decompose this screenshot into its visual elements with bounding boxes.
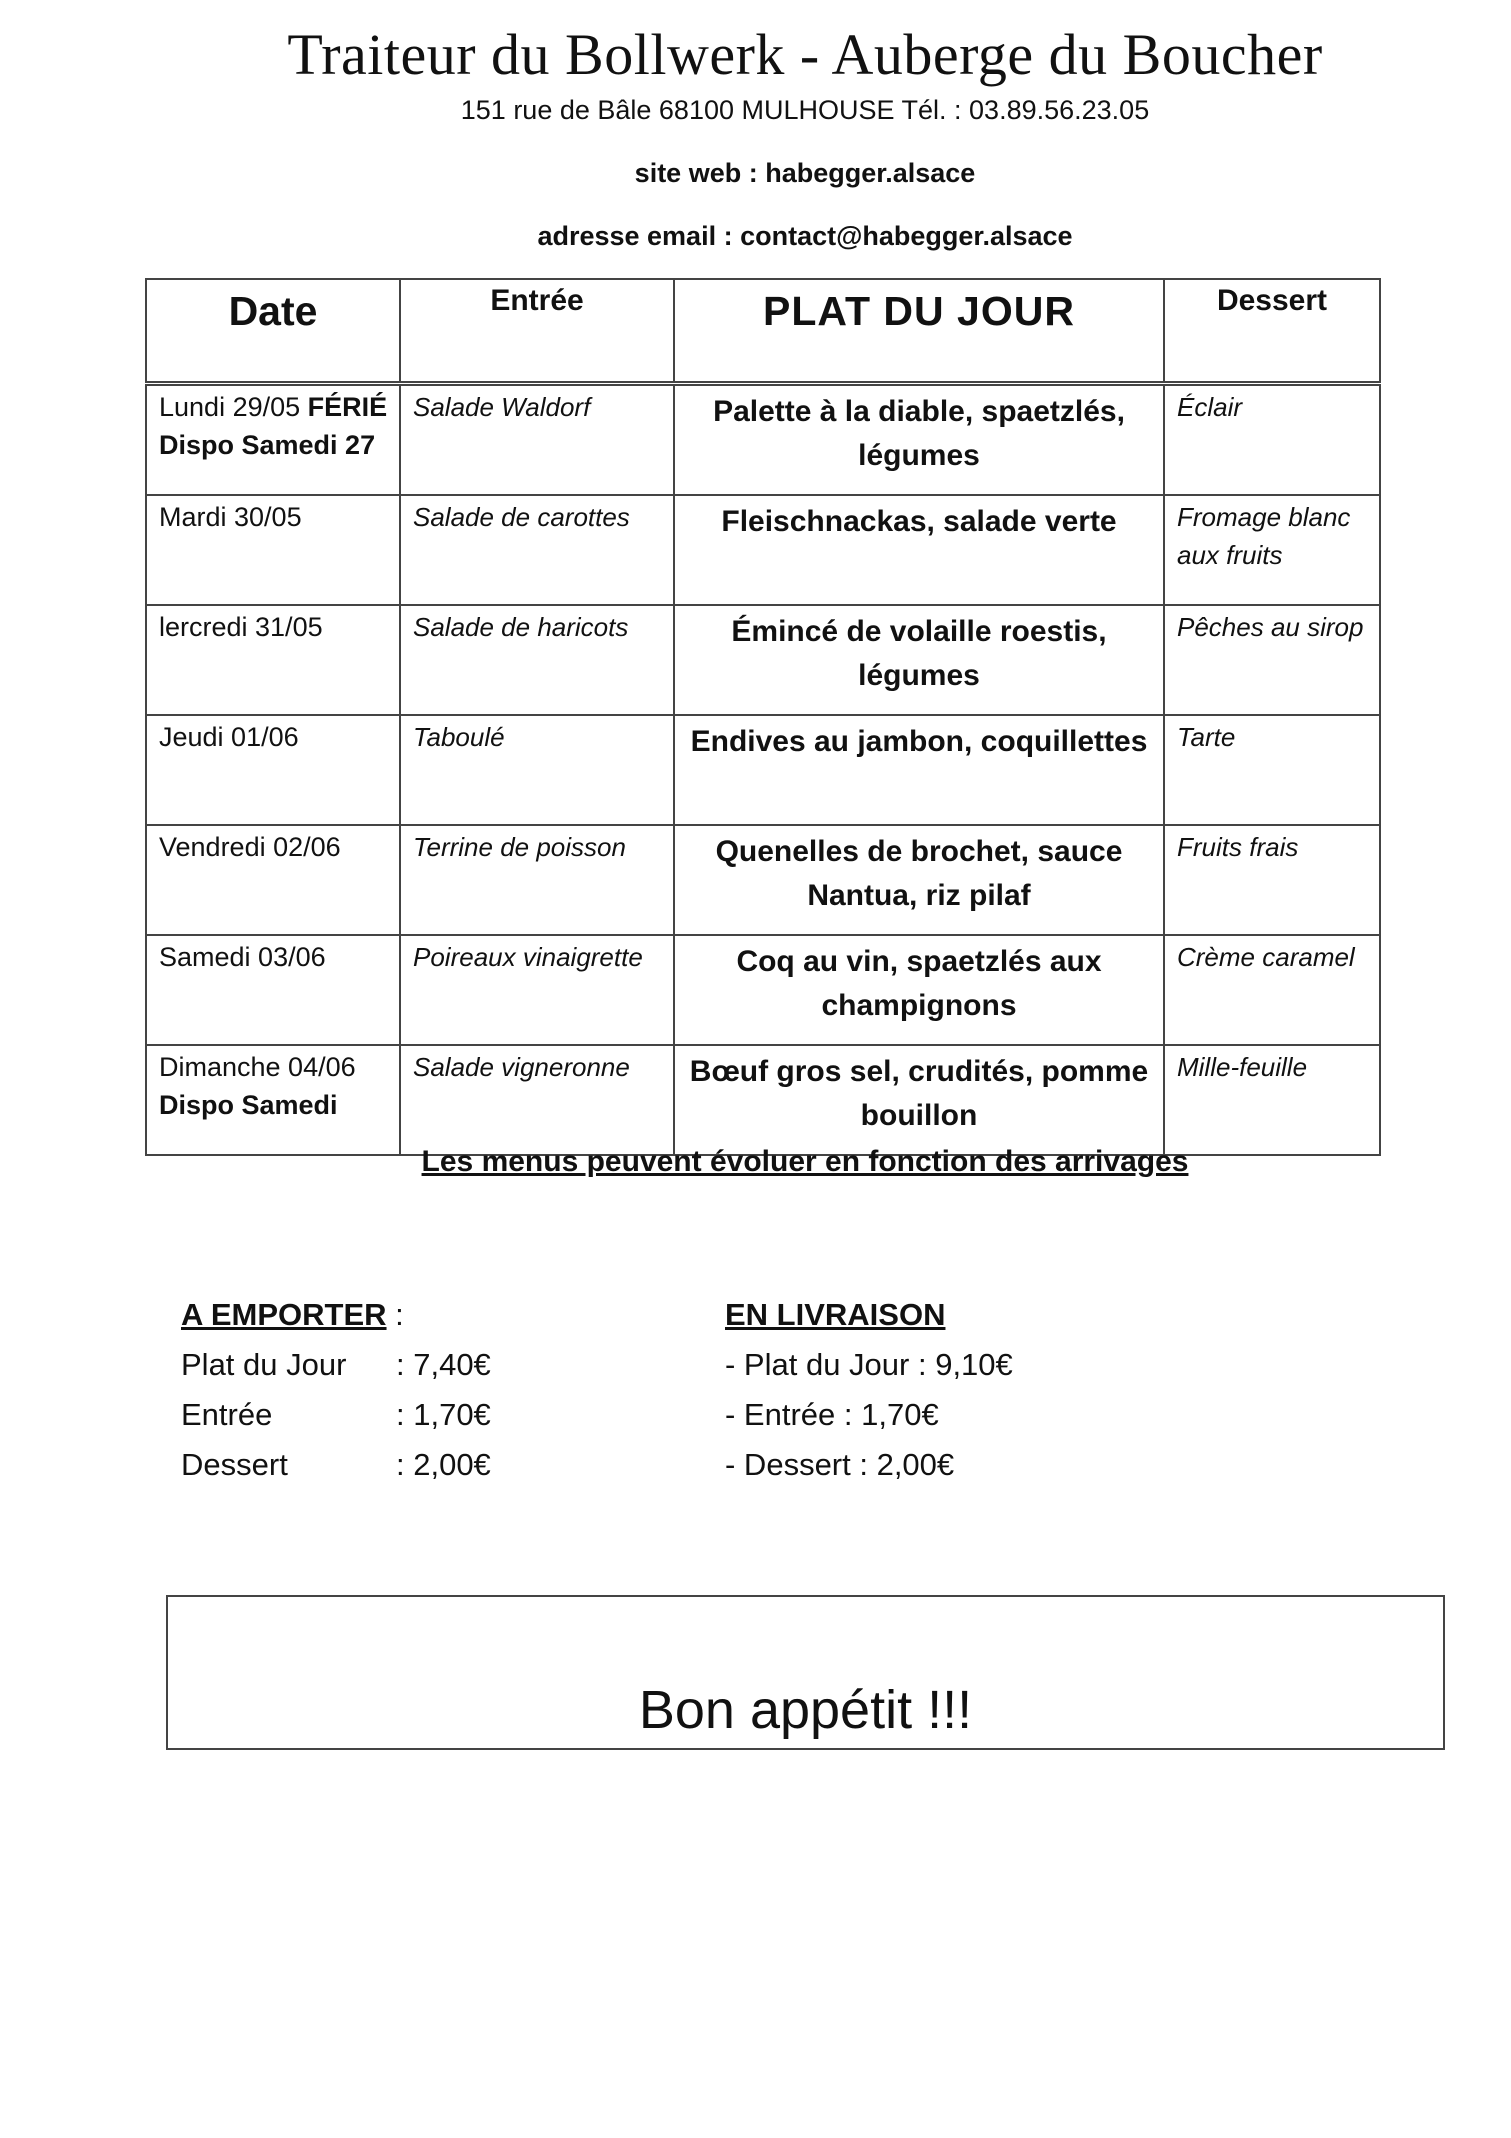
column-header-date: Date (146, 279, 400, 384)
restaurant-address: 151 rue de Bâle 68100 MULHOUSE Tél. : 03.89.56.23.05 (460, 95, 1150, 125)
plat-cell: Fleischnackas, salade verte (674, 495, 1164, 605)
table-row (146, 605, 1380, 715)
entree-cell: Taboulé (400, 715, 674, 825)
table-row (146, 495, 1380, 605)
delivery-heading (725, 1290, 1225, 1340)
delivery-price-line: - Entrée : 1,70€ (725, 1397, 939, 1432)
price-label: Entrée (181, 1397, 273, 1432)
table-row (146, 715, 1380, 825)
entree-cell: Salade de haricots (400, 605, 674, 715)
dessert-cell: Crème caramel (1164, 935, 1380, 1045)
entree-cell: Salade de carottes (400, 495, 674, 605)
table-row (146, 825, 1380, 935)
dessert-cell: Fruits frais (1164, 825, 1380, 935)
price-label: Dessert (181, 1447, 288, 1482)
delivery-price-line: - Plat du Jour : 9,10€ (725, 1347, 1013, 1382)
weekly-menu-table (145, 278, 1381, 1156)
holiday-tag: FÉRIÉ (300, 392, 388, 422)
dessert-cell: Fromage blanc aux fruits (1164, 495, 1380, 605)
table-row (146, 384, 1380, 496)
date-cell (146, 495, 400, 605)
dessert-cell: Mille-feuille (1164, 1045, 1380, 1155)
date-text: lercredi 31/05 (159, 612, 323, 642)
price-row (181, 1390, 661, 1440)
date-text: Samedi 03/06 (159, 942, 326, 972)
delivery-title: EN LIVRAISON (725, 1297, 946, 1332)
plat-cell: Palette à la diable, spaetzlés, légumes (674, 384, 1164, 496)
entree-cell: Salade Waldorf (400, 384, 674, 496)
plat-cell: Endives au jambon, coquillettes (674, 715, 1164, 825)
date-note: Dispo Samedi 27 (159, 430, 376, 460)
takeaway-heading (181, 1290, 661, 1340)
price-value: : 1,70€ (396, 1397, 491, 1432)
price-row (181, 1440, 661, 1490)
closing-message: Bon appétit !!! (638, 1680, 973, 1740)
website-line: site web : habegger.alsace (634, 158, 976, 188)
date-cell (146, 1045, 400, 1155)
date-text: Mardi 30/05 (159, 502, 302, 532)
entree-cell: Poireaux vinaigrette (400, 935, 674, 1045)
delivery-price-line: - Dessert : 2,00€ (725, 1447, 955, 1482)
date-text: Jeudi 01/06 (159, 722, 299, 752)
date-cell (146, 605, 400, 715)
date-cell (146, 935, 400, 1045)
date-note: Dispo Samedi (159, 1090, 338, 1120)
price-label: Plat du Jour (181, 1347, 347, 1382)
delivery-prices (725, 1290, 1225, 1490)
email-line: adresse email : contact@habegger.alsace (537, 221, 1073, 251)
date-text: Vendredi 02/06 (159, 832, 341, 862)
plat-cell: Émincé de volaille roestis, légumes (674, 605, 1164, 715)
date-text: Lundi 29/05 (159, 392, 301, 422)
dessert-cell: Tarte (1164, 715, 1380, 825)
takeaway-title-suffix: : (386, 1297, 404, 1332)
restaurant-title: Traiteur du Bollwerk - Auberge du Boucher (287, 22, 1323, 87)
date-cell (146, 825, 400, 935)
plat-cell: Quenelles de brochet, sauce Nantua, riz pilaf (674, 825, 1164, 935)
plat-cell: Coq au vin, spaetzlés aux champignons (674, 935, 1164, 1045)
table-row (146, 1045, 1380, 1155)
date-cell (146, 715, 400, 825)
column-header-plat: PLAT DU JOUR (674, 279, 1164, 384)
price-row (181, 1340, 661, 1390)
dessert-cell: Éclair (1164, 384, 1380, 496)
plat-cell: Bœuf gros sel, crudités, pomme bouillon (674, 1045, 1164, 1155)
entree-cell: Terrine de poisson (400, 825, 674, 935)
menu-disclaimer: Les menus peuvent évoluer en fonction des arrivages (421, 1145, 1189, 1178)
date-cell (146, 384, 400, 496)
closing-box (166, 1595, 1445, 1750)
table-row (146, 935, 1380, 1045)
entree-cell: Salade vigneronne (400, 1045, 674, 1155)
column-header-entree: Entrée (400, 279, 674, 384)
takeaway-prices (181, 1290, 661, 1490)
table-header-row (146, 279, 1380, 384)
price-value: : 7,40€ (396, 1347, 491, 1382)
price-value: : 2,00€ (396, 1447, 491, 1482)
column-header-dessert: Dessert (1164, 279, 1380, 384)
dessert-cell: Pêches au sirop (1164, 605, 1380, 715)
takeaway-title: A EMPORTER (181, 1297, 387, 1332)
date-text: Dimanche 04/06 (159, 1052, 356, 1082)
